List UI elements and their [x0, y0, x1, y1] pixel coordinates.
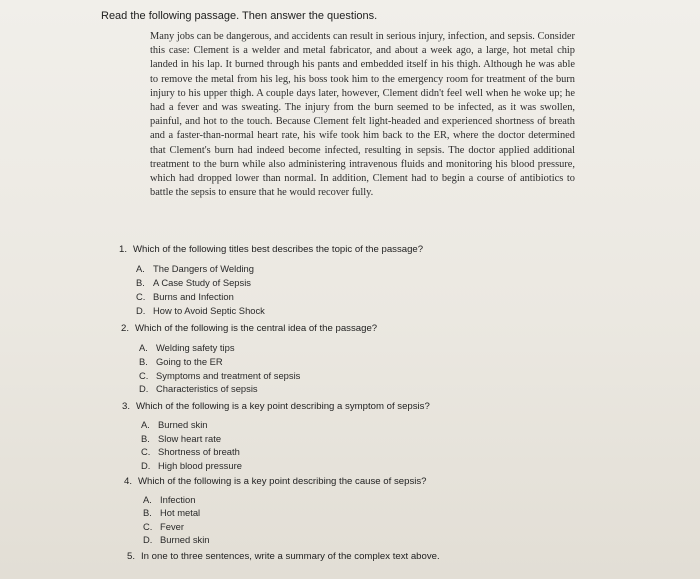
answer-option[interactable]: [143, 507, 200, 518]
question-number: 3.: [122, 401, 131, 412]
answer-option[interactable]: [141, 419, 208, 430]
option-letter: C.: [139, 370, 149, 381]
answer-option[interactable]: [143, 521, 184, 532]
option-text: Shortness of breath: [158, 446, 240, 457]
option-letter: A.: [143, 494, 152, 505]
answer-option[interactable]: [141, 446, 240, 457]
question-1: [119, 244, 423, 255]
answer-option[interactable]: [136, 291, 234, 302]
question-text: Which of the following is a key point describing the cause of sepsis?: [138, 476, 427, 487]
question-text: In one to three sentences, write a summary of the complex text above.: [141, 551, 440, 562]
question-4: [124, 476, 427, 487]
answer-option[interactable]: [136, 263, 254, 274]
option-text: Burned skin: [160, 534, 210, 545]
answer-option[interactable]: [143, 534, 210, 545]
answer-option[interactable]: [139, 356, 223, 367]
option-text: Hot metal: [160, 507, 201, 518]
option-text: Welding safety tips: [156, 342, 235, 353]
option-text: Infection: [160, 494, 196, 505]
question-text: Which of the following titles best describes the topic of the passage?: [133, 244, 424, 255]
option-text: Fever: [160, 521, 184, 532]
option-text: A Case Study of Sepsis: [153, 277, 251, 288]
answer-option[interactable]: [139, 383, 258, 394]
question-number: 4.: [124, 476, 133, 487]
instruction-text: Read the following passage. Then answer the questions.: [101, 10, 378, 22]
option-text: Going to the ER: [156, 356, 223, 367]
answer-option[interactable]: [139, 370, 300, 381]
option-letter: A.: [136, 263, 145, 274]
answer-option[interactable]: [136, 305, 265, 316]
option-letter: C.: [136, 291, 146, 302]
option-letter: D.: [143, 534, 153, 545]
answer-option[interactable]: [143, 494, 195, 505]
option-letter: B.: [141, 433, 150, 444]
option-text: High blood pressure: [158, 460, 242, 471]
option-letter: B.: [136, 277, 145, 288]
reading-passage: Many jobs can be dangerous, and accidents can result in serious injury, infection, and sepsis. Consider this case: Clement is a welder and metal fabricator, and about a week ago, a large, hot metal chip landed in his lap. It burned through his pants and embedded itself in his thigh. Although he was able to remove the metal from his leg, his boss took him to the emergency room for treatment of the burn injury to his upper thigh. A couple days later, however, Clement didn't feel well when he woke up; he had a fever and was sweating. The injury from the burn seemed to be infected, as it was swollen, painful, and hot to the touch. Because Clement felt light-headed and experienced shortness of breath and a faster-than-normal heart rate, his wife took him back to the ER, where the doctor determined that Clement's burn had indeed become infected, resulting in sepsis. The doctor applied additional treatment to the burn while also administering intravenous fluids and monitoring his blood pressure, which had dropped lower than normal. In addition, Clement had to begin a course of antibiotics to battle the sepsis to ensure that he would recover fully.: [150, 31, 575, 199]
option-letter: B.: [139, 356, 148, 367]
option-text: Burned skin: [158, 419, 208, 430]
option-text: Characteristics of sepsis: [156, 383, 258, 394]
option-letter: C.: [141, 446, 151, 457]
option-letter: D.: [139, 383, 149, 394]
question-3: [122, 401, 430, 412]
option-text: Burns and Infection: [153, 291, 234, 302]
answer-option[interactable]: [141, 433, 221, 444]
option-text: The Dangers of Welding: [153, 263, 254, 274]
question-number: 5.: [127, 551, 136, 562]
question-5: [127, 551, 440, 562]
option-letter: B.: [143, 507, 152, 518]
question-number: 2.: [121, 323, 130, 334]
option-letter: D.: [141, 460, 151, 471]
question-2: [121, 323, 377, 334]
answer-option[interactable]: [139, 342, 235, 353]
option-letter: A.: [141, 419, 150, 430]
answer-option[interactable]: [141, 460, 242, 471]
option-text: How to Avoid Septic Shock: [153, 305, 265, 316]
question-text: Which of the following is a key point describing a symptom of sepsis?: [136, 401, 430, 412]
question-number: 1.: [119, 244, 128, 255]
answer-option[interactable]: [136, 277, 251, 288]
option-letter: D.: [136, 305, 146, 316]
option-letter: C.: [143, 521, 153, 532]
option-text: Slow heart rate: [158, 433, 222, 444]
option-letter: A.: [139, 342, 148, 353]
question-text: Which of the following is the central idea of the passage?: [135, 323, 378, 334]
option-text: Symptoms and treatment of sepsis: [156, 370, 301, 381]
